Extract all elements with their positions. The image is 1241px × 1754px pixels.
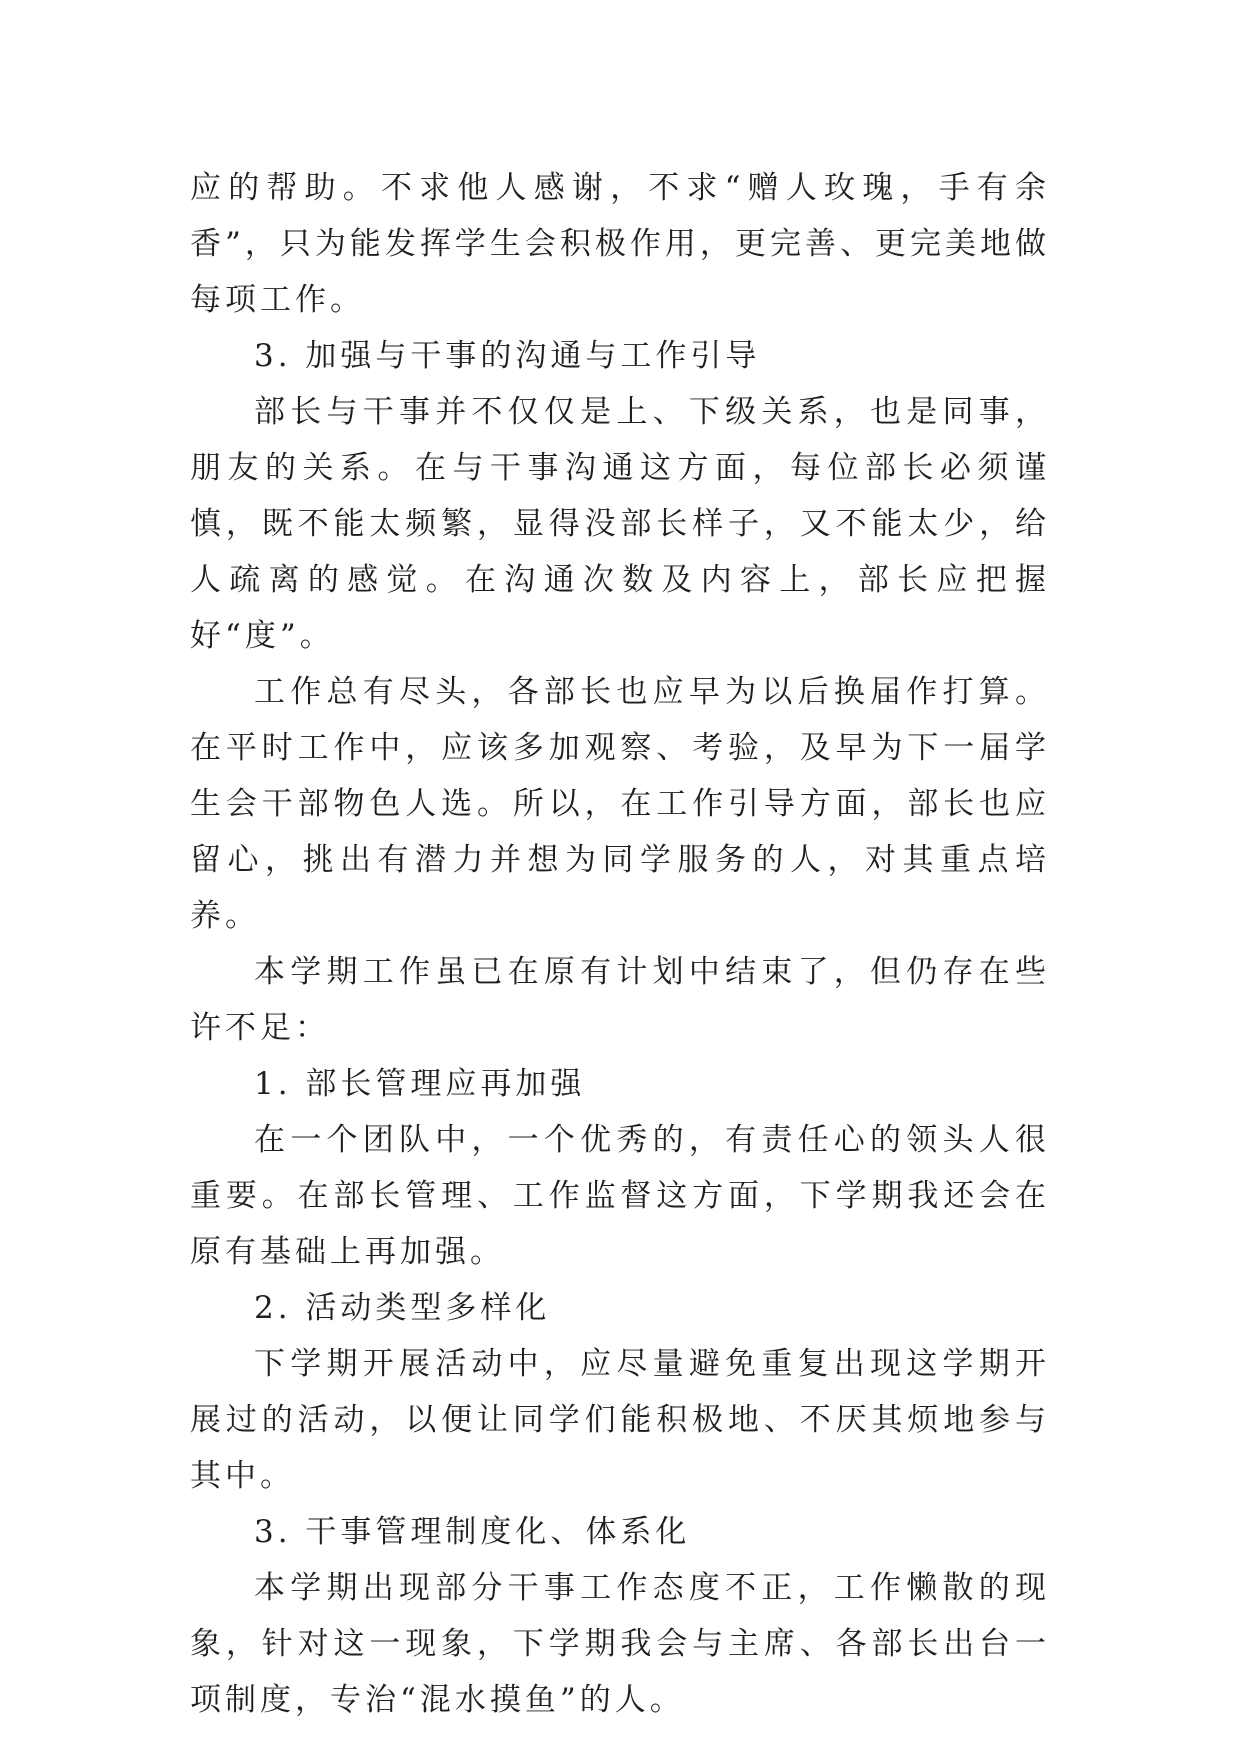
paragraph-avoid-repetition: 下学期开展活动中，应尽量避免重复出现这学期开展过的活动，以便让同学们能积极地、不厌其烦地参与其中。 <box>190 1346 1050 1494</box>
paragraph-shortcomings-intro: 本学期工作虽已在原有计划中结束了，但仍存在些许不足： <box>190 954 1050 1046</box>
paragraph-team-leader: 在一个团队中，一个优秀的，有责任心的领头人很重要。在部长管理、工作监督这方面，下学期我还会在原有基础上再加强。 <box>190 1122 1050 1270</box>
heading-staff-system: 3. 干事管理制度化、体系化 <box>254 1514 691 1550</box>
heading-minister-management: 1. 部长管理应再加强 <box>254 1066 586 1102</box>
paragraph-succession-planning: 工作总有尽头，各部长也应早为以后换届作打算。在平时工作中，应该多加观察、考验，及早为下一届学生会干部物色人选。所以，在工作引导方面，部长也应留心，挑出有潜力并想为同学服务的人，对其重点培养。 <box>190 674 1050 934</box>
paragraph-minister-relationship: 部长与干事并不仅仅是上、下级关系，也是同事，朋友的关系。在与干事沟通这方面，每位部长必须谨慎，既不能太频繁，显得没部长样子，又不能太少，给人疏离的感觉。在沟通次数及内容上，部长应把握好“度”。 <box>190 394 1050 654</box>
document-body <box>190 160 1050 1728</box>
heading-communication-guidance: 3. 加强与干事的沟通与工作引导 <box>254 338 761 374</box>
paragraph-staff-discipline: 本学期出现部分干事工作态度不正，工作懒散的现象，针对这一现象，下学期我会与主席、各部长出台一项制度，专治“混水摸鱼”的人。 <box>190 1570 1050 1718</box>
heading-activity-diversity: 2. 活动类型多样化 <box>254 1290 551 1326</box>
paragraph-continued-help: 应的帮助。不求他人感谢，不求“赠人玫瑰，手有余香”，只为能发挥学生会积极作用，更完善、更完美地做每项工作。 <box>190 170 1050 318</box>
